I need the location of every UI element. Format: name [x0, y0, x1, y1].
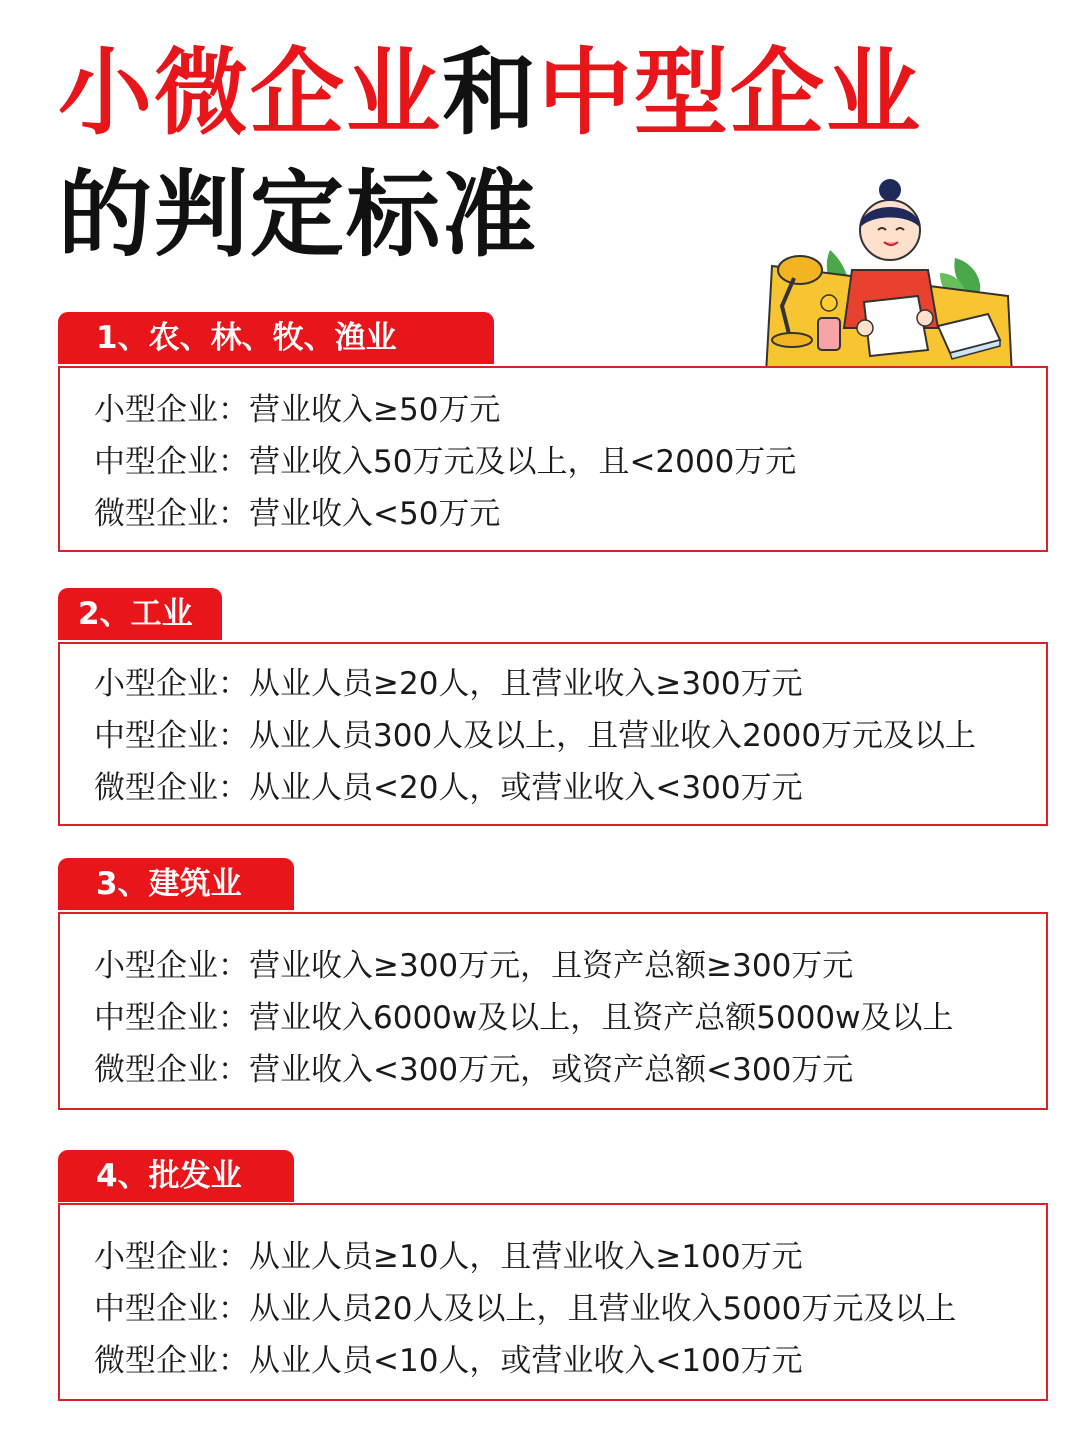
section-box-wholesale	[58, 1203, 1048, 1401]
section-tab-wholesale: 4、批发业	[58, 1150, 294, 1202]
criteria-small: 小型企业：营业收入≥50万元	[94, 392, 501, 428]
criteria-medium: 中型企业：从业人员20人及以上，且营业收入5000万元及以上	[94, 1291, 957, 1327]
criteria-medium: 中型企业：从业人员300人及以上，且营业收入2000万元及以上	[94, 718, 977, 754]
title-medium: 中型企业	[538, 39, 923, 148]
criteria-medium: 中型企业：营业收入6000w及以上，且资产总额5000w及以上	[94, 1000, 954, 1036]
girl-studying-at-desk-icon	[760, 178, 1022, 384]
criteria-micro: 微型企业：从业人员<20人，或营业收入<300万元	[94, 770, 803, 806]
criteria-medium: 中型企业：营业收入50万元及以上，且<2000万元	[94, 444, 797, 480]
page-title-line-2: 的判定标准	[58, 161, 539, 270]
section-tab-construction: 3、建筑业	[58, 858, 294, 910]
criteria-micro: 微型企业：营业收入<50万元	[94, 496, 501, 532]
section-tab-agriculture: 1、农、林、牧、渔业	[58, 312, 494, 364]
title-and: 和	[442, 39, 539, 148]
criteria-small: 小型企业：从业人员≥10人，且营业收入≥100万元	[94, 1239, 803, 1275]
section-box-construction	[58, 912, 1048, 1110]
criteria-micro: 微型企业：从业人员<10人，或营业收入<100万元	[94, 1343, 803, 1379]
criteria-micro: 微型企业：营业收入<300万元，或资产总额<300万元	[94, 1052, 854, 1088]
title-small-micro: 小微企业	[58, 39, 443, 148]
section-box-industry	[58, 642, 1048, 826]
section-box-agriculture	[58, 366, 1048, 552]
section-tab-industry: 2、工业	[58, 588, 222, 640]
page-title-line-1	[58, 40, 922, 148]
criteria-small: 小型企业：从业人员≥20人，且营业收入≥300万元	[94, 666, 803, 702]
criteria-small: 小型企业：营业收入≥300万元，且资产总额≥300万元	[94, 948, 854, 984]
